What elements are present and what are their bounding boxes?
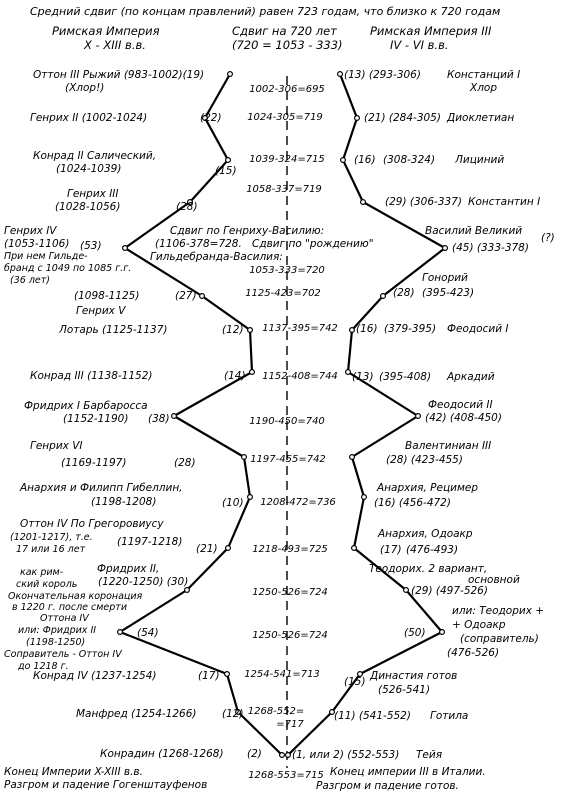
right-node <box>350 328 355 333</box>
shift-label: 1137-395=742 <box>262 323 338 334</box>
left-duration: (2) <box>247 748 262 760</box>
right-ruler-label: Гонорий <box>422 272 468 284</box>
right-node <box>361 200 366 205</box>
left-ruler-label: (1028-1056) <box>55 201 121 213</box>
right-duration: (28) <box>393 287 415 299</box>
right-ruler-label: Феодосий II <box>428 399 493 411</box>
middle-note: Гильдебранда-Василия: <box>150 251 283 263</box>
shift-label: 1190-450=740 <box>249 416 325 427</box>
left-ruler-label: Генрих IV <box>4 225 57 237</box>
right-duration: (15) <box>344 676 366 688</box>
left-duration: (12) <box>222 324 244 336</box>
middle-note: Сдвиг по "рождению" <box>252 238 374 250</box>
right-ruler-label: Хлор <box>470 82 497 94</box>
shift-formula: (720 = 1053 - 333) <box>232 38 343 52</box>
left-note: (1201-1217), т.е. <box>10 532 93 543</box>
left-duration: (21) <box>196 543 218 555</box>
right-ruler-label: Констанций I <box>447 69 521 81</box>
left-note: При нем Гильде- <box>4 251 88 262</box>
left-note: или: Фридрих II <box>18 625 97 636</box>
left-node <box>225 672 230 677</box>
left-note: (36 лет) <box>10 275 50 286</box>
right-ruler-label: основной <box>468 574 520 586</box>
right-node <box>416 414 421 419</box>
left-duration: (10) <box>222 497 244 509</box>
left-note: бранд с 1049 по 1085 г.г. <box>4 263 132 274</box>
right-duration: (50) <box>404 627 426 639</box>
diagram-title: Средний сдвиг (по концам правлений) равен 723 годам, что близко к 720 годам <box>30 5 501 18</box>
right-ruler-label: (29) (497-526) <box>411 585 488 597</box>
left-ruler-label: Конрадин (1268-1268) <box>100 748 224 760</box>
right-ruler-label: Василий Великий <box>425 225 523 237</box>
left-ending-note: Разгром и падение Гогенштауфенов <box>4 779 208 791</box>
left-duration: (53) <box>80 240 102 252</box>
right-ruler-label: (526-541) <box>378 684 431 696</box>
left-duration: (17) <box>198 670 220 682</box>
left-duration: (38) <box>148 413 170 425</box>
shift-label: 1250-526=724 <box>252 587 328 598</box>
left-ruler-label: (1053-1106) <box>4 238 70 250</box>
left-ruler-label: Оттон III Рыжий (983-1002)(19) <box>33 69 205 81</box>
shift-label: 1039-324=715 <box>249 154 325 165</box>
right-ruler-label: Валентиниан III <box>405 440 492 452</box>
right-duration: (16) <box>356 323 378 335</box>
left-note: (1198-1250) <box>26 637 86 648</box>
left-duration: (12) <box>222 708 244 720</box>
left-node <box>248 495 253 500</box>
left-duration: (22) <box>200 112 222 124</box>
left-duration: (28) <box>174 457 196 469</box>
left-note: как рим- <box>20 567 64 578</box>
left-node <box>118 630 123 635</box>
right-duration: (17) <box>380 544 402 556</box>
left-polyline <box>120 74 282 755</box>
left-duration: (27) <box>175 290 197 302</box>
left-node <box>185 588 190 593</box>
shift-label: 1125-423=702 <box>245 288 321 299</box>
right-ruler-label: Династия готов <box>370 670 458 682</box>
right-node <box>346 370 351 375</box>
shift-label: 1152-408=744 <box>262 371 338 382</box>
right-ruler-label: (29) (306-337) <box>385 196 462 208</box>
right-node <box>355 116 360 121</box>
bottom-node <box>280 753 285 758</box>
left-ruler-label: Генрих V <box>76 305 126 317</box>
right-ruler-label: (42) (408-450) <box>425 412 502 424</box>
right-note: (?) <box>541 232 555 244</box>
middle-note: Сдвиг по Генриху-Василию: <box>170 225 325 237</box>
left-note: Оттона IV <box>40 613 89 624</box>
right-ruler-label: Константин I <box>468 196 541 208</box>
right-ruler-label: (16) (456-472) <box>374 497 451 509</box>
right-ruler-label: или: Теодорих + <box>452 605 545 617</box>
left-empire-centuries: X - XIII в.в. <box>84 38 146 52</box>
right-ruler-label: Готила <box>430 710 469 722</box>
left-ruler-label: Конрад III (1138-1152) <box>30 370 153 382</box>
right-node <box>338 72 343 77</box>
shift-label: 1268-552= <box>247 706 305 717</box>
left-node <box>200 294 205 299</box>
left-duration: (28) <box>176 201 198 213</box>
left-node <box>226 158 231 163</box>
right-ruler-label: (308-324) <box>383 154 436 166</box>
left-node <box>226 546 231 551</box>
left-node <box>228 72 233 77</box>
shift-label: 1208-472=736 <box>260 497 336 508</box>
left-ruler-label: Генрих VI <box>30 440 83 452</box>
shift-label: 1250-526=724 <box>252 630 328 641</box>
right-ruler-label: Диоклетиан <box>447 112 515 124</box>
left-ruler-label: (1152-1190) <box>63 413 129 425</box>
right-ruler-label: (соправитель) <box>460 633 539 645</box>
shift-label: 1268-553=715 <box>248 770 324 781</box>
right-duration: (13) <box>352 371 374 383</box>
left-ruler-label: Фридрих II, <box>97 563 160 575</box>
shift-title: Сдвиг на 720 лет <box>232 24 337 38</box>
middle-note: (1106-378=728. <box>155 238 242 250</box>
left-ruler-label: (Хлор!) <box>65 82 105 94</box>
left-ruler-label: Анархия и Филипп Гибеллин, <box>20 482 183 494</box>
shift-label: 1058-337=719 <box>246 184 322 195</box>
right-ruler-label: (21) (284-305) <box>364 112 441 124</box>
left-ruler-label: (1198-1208) <box>91 496 157 508</box>
left-node <box>248 328 253 333</box>
right-node <box>352 546 357 551</box>
left-note: в 1220 г. после смерти <box>12 602 128 613</box>
left-duration: (54) <box>137 627 159 639</box>
left-ruler-label: Генрих III <box>67 188 119 200</box>
left-ruler-label: (1024-1039) <box>56 163 122 175</box>
right-ruler-label: + Одоакр <box>452 619 506 631</box>
left-ruler-label: Оттон IV По Грегоровиусу <box>20 518 164 530</box>
right-node <box>443 246 448 251</box>
shift-label: 1053-333=720 <box>249 265 325 276</box>
right-ruler-label: Анархия, Рецимер <box>377 482 478 494</box>
left-note: ский король <box>16 579 78 590</box>
shift-label: 1254-541=713 <box>244 669 320 680</box>
left-node <box>250 370 255 375</box>
left-note: Окончательная коронация <box>8 591 143 602</box>
right-ruler-label: Тейя <box>416 749 443 761</box>
right-ruler-label: (28) (423-455) <box>386 454 463 466</box>
right-node <box>381 294 386 299</box>
left-ruler-label: (1098-1125) <box>74 290 140 302</box>
bottom-node <box>286 753 291 758</box>
left-ending-note: Конец Империи X-XIII в.в. <box>4 766 143 778</box>
shift-label: 1002-306=695 <box>249 84 325 95</box>
right-ending-note: Разгром и падение готов. <box>316 780 459 792</box>
right-ending-note: Конец империи III в Италии. <box>330 766 486 778</box>
shift-label: =717 <box>276 719 304 730</box>
shift-label: 1197-455=742 <box>250 454 326 465</box>
left-duration: (15) <box>215 165 237 177</box>
right-ruler-label: (476-526) <box>447 647 500 659</box>
left-note: Соправитель - Оттон IV <box>4 649 122 660</box>
right-polyline <box>288 74 445 755</box>
left-duration: (14) <box>224 370 246 382</box>
right-ruler-label: (11) (541-552) <box>334 710 411 722</box>
left-node <box>123 246 128 251</box>
left-ruler-label: Конрад II Салический, <box>33 150 157 162</box>
right-duration: (16) <box>354 154 376 166</box>
left-node <box>172 414 177 419</box>
right-node <box>404 588 409 593</box>
left-note: до 1218 г. <box>18 661 69 672</box>
right-ruler-label: Анархия, Одоакр <box>378 528 473 540</box>
left-ruler-label: (1169-1197) <box>61 457 127 469</box>
right-ruler-label: (476-493) <box>406 544 459 556</box>
right-ruler-label: Лициний <box>455 154 505 166</box>
left-ruler-label: Лотарь (1125-1137) <box>59 324 168 336</box>
right-node <box>350 455 355 460</box>
right-empire-centuries: IV - VI в.в. <box>390 38 449 52</box>
right-ruler-label: (395-423) <box>422 287 475 299</box>
left-empire-title: Римская Империя <box>52 24 160 38</box>
right-ruler-label: Аркадий <box>447 371 495 383</box>
right-ruler-label: Феодосий I <box>447 323 509 335</box>
shift-label: 1024-305=719 <box>247 112 323 123</box>
left-ruler-label: Конрад IV (1237-1254) <box>33 670 157 682</box>
right-ruler-label: (379-395) <box>384 323 437 335</box>
right-ruler-label: (45) (333-378) <box>452 242 529 254</box>
right-node <box>362 495 367 500</box>
left-ruler-label: Манфред (1254-1266) <box>76 708 197 720</box>
left-node <box>242 455 247 460</box>
shift-label: 1218-493=725 <box>252 544 328 555</box>
left-ruler-label: Фридрих I Барбаросса <box>24 400 148 412</box>
right-node <box>440 630 445 635</box>
right-ruler-label: Теодорих. 2 вариант, <box>369 563 488 575</box>
right-empire-title: Римская Империя III <box>370 24 492 38</box>
left-ruler-label: (1197-1218) <box>117 536 183 548</box>
left-note: 17 или 16 лет <box>16 544 86 555</box>
left-ruler-label: (1220-1250) (30) <box>98 576 189 588</box>
right-ruler-label: (395-408) <box>379 371 432 383</box>
right-ruler-label: (13) (293-306) <box>344 69 421 81</box>
left-ruler-label: Генрих II (1002-1024) <box>30 112 148 124</box>
right-ruler-label: (1, или 2) (552-553) <box>292 749 400 761</box>
right-node <box>341 158 346 163</box>
